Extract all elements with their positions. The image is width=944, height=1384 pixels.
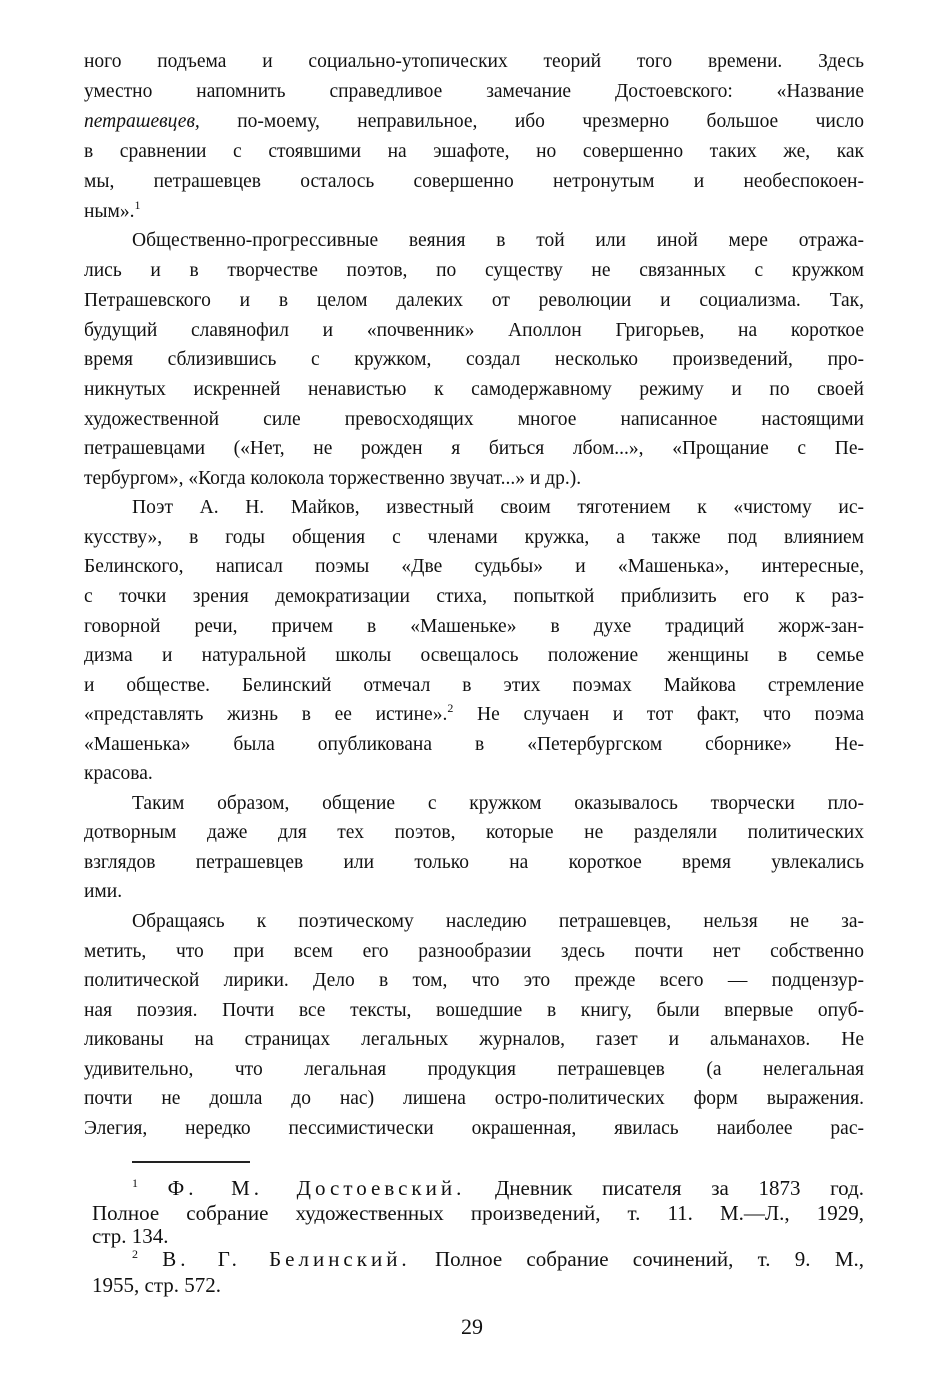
text-line: метить, что при всем его разнообразии здесь почти нет собственно [84, 941, 864, 962]
text-line: ими. [84, 881, 123, 902]
text-line: ная поэзия. Почти все тексты, вошедшие в книгу, были впервые опуб- [84, 1000, 864, 1021]
text-line: и обществе. Белинский отмечал в этих поэмах Майкова стремление [84, 675, 864, 696]
text-line: Белинского, написал поэмы «Две судьбы» и «Машенька», интересные, [84, 556, 864, 577]
footnote-line: Полное собрание художественных произведений, т. 11. М.—Л., 1929, [92, 1201, 864, 1225]
text-line: Петрашевского и в целом далеких от революции и социализма. Так, [84, 290, 864, 311]
paragraph-first-line: Таким образом, общение с кружком оказывалось творчески пло- [132, 793, 864, 814]
italic-term: петрашевцев, [84, 111, 200, 132]
text-line: петрашевцами («Нет, не рожден я биться лбом...», «Прощание с Пе- [84, 438, 864, 459]
text-fragment: по-моему, неправильное, ибо чрезмерно большое число [199, 111, 864, 132]
footnote-author: Ф. М. Достоевский. [167, 1176, 466, 1200]
footnote-1 [132, 1175, 864, 1201]
footnote-author: В. Г. Белинский. [162, 1247, 411, 1271]
text-line: ного подъема и социально-утопических теорий того времени. Здесь [84, 51, 864, 72]
text-line: дизма и натуральной школы освещалось положение женщины в семье [84, 645, 864, 666]
text-line: говорной речи, причем в «Машеньке» в духе традиций жорж-зан- [84, 616, 864, 637]
text-line: никнутых искренней ненавистью к самодержавному режиму и по своей [84, 379, 864, 400]
footnote-divider [132, 1161, 250, 1163]
text-line: ликованы на страницах легальных журналов, газет и альманахов. Не [84, 1029, 864, 1050]
text-line [84, 700, 864, 730]
text-line: кусству», в годы общения с членами кружка, а также под влиянием [84, 527, 864, 548]
text-line: красова. [84, 763, 153, 784]
text-line: лись и в творчестве поэтов, по существу не связанных с кружком [84, 260, 864, 281]
text-line [84, 197, 141, 227]
text-line: Элегия, нередко пессимистически окрашенная, явилась наиболее рас- [84, 1118, 864, 1139]
text-line: политической лирики. Дело в том, что это прежде всего — подцензур- [84, 970, 864, 991]
paragraph-first-line: Обращаясь к поэтическому наследию петрашевцев, нельзя не за- [132, 911, 864, 932]
text-line: в сравнении с стоявшими на эшафоте, но совершенно таких же, как [84, 141, 864, 162]
footnote-line: стр. 134. [92, 1224, 169, 1248]
text-line: художественной силе превосходящих многое написанное настоящими [84, 409, 864, 430]
text-line: удивительно, что легальная продукция петрашевцев (а нелегальная [84, 1059, 864, 1080]
footnote-mark: 1 [134, 198, 141, 212]
text-line: с точки зрения демократизации стиха, попыткой приблизить его к раз- [84, 586, 864, 607]
page-number: 29 [461, 1314, 483, 1339]
paragraph-first-line: Общественно-прогрессивные веяния в той или иной мере отража- [132, 230, 864, 251]
paragraph-first-line: Поэт А. Н. Майков, известный своим тяготением к «чистому ис- [132, 497, 864, 518]
text-line [84, 107, 864, 137]
text-fragment: «представлять жизнь в ее истине». [84, 704, 448, 725]
footnote-number: 2 [132, 1247, 138, 1261]
text-line: мы, петрашевцев осталось совершенно нетронутым и необеспокоен- [84, 171, 864, 192]
footnote-2 [132, 1246, 864, 1272]
text-fragment: Не случаен и тот факт, что поэма [453, 704, 864, 725]
text-line: «Машенька» была опубликована в «Петербургском сборнике» Не- [84, 734, 864, 755]
footnote-line: 1955, стр. 572. [92, 1273, 222, 1297]
text-line: дотворным даже для тех поэтов, которые не разделяли политических [84, 822, 864, 843]
text-line: почти не дошла до нас) лишена остро-политических форм выражения. [84, 1088, 864, 1109]
footnote-number: 1 [132, 1176, 138, 1190]
text-line: будущий славянофил и «почвенник» Аполлон Григорьев, на короткое [84, 320, 864, 341]
text-line: взглядов петрашевцев или только на короткое время увлекались [84, 852, 864, 873]
footnote-text: Дневник писателя за 1873 год. [465, 1176, 865, 1200]
text-line: тербургом», «Когда колокола торжественно звучат...» и др.). [84, 468, 582, 489]
text-fragment: ным». [84, 201, 135, 222]
footnote-mark: 2 [447, 701, 454, 715]
text-line: время сблизившись с кружком, создал несколько произведений, про- [84, 349, 864, 370]
text-line: уместно напомнить справедливое замечание Достоевского: «Название [84, 81, 864, 102]
footnote-text: Полное собрание сочинений, т. 9. М., [410, 1247, 864, 1271]
